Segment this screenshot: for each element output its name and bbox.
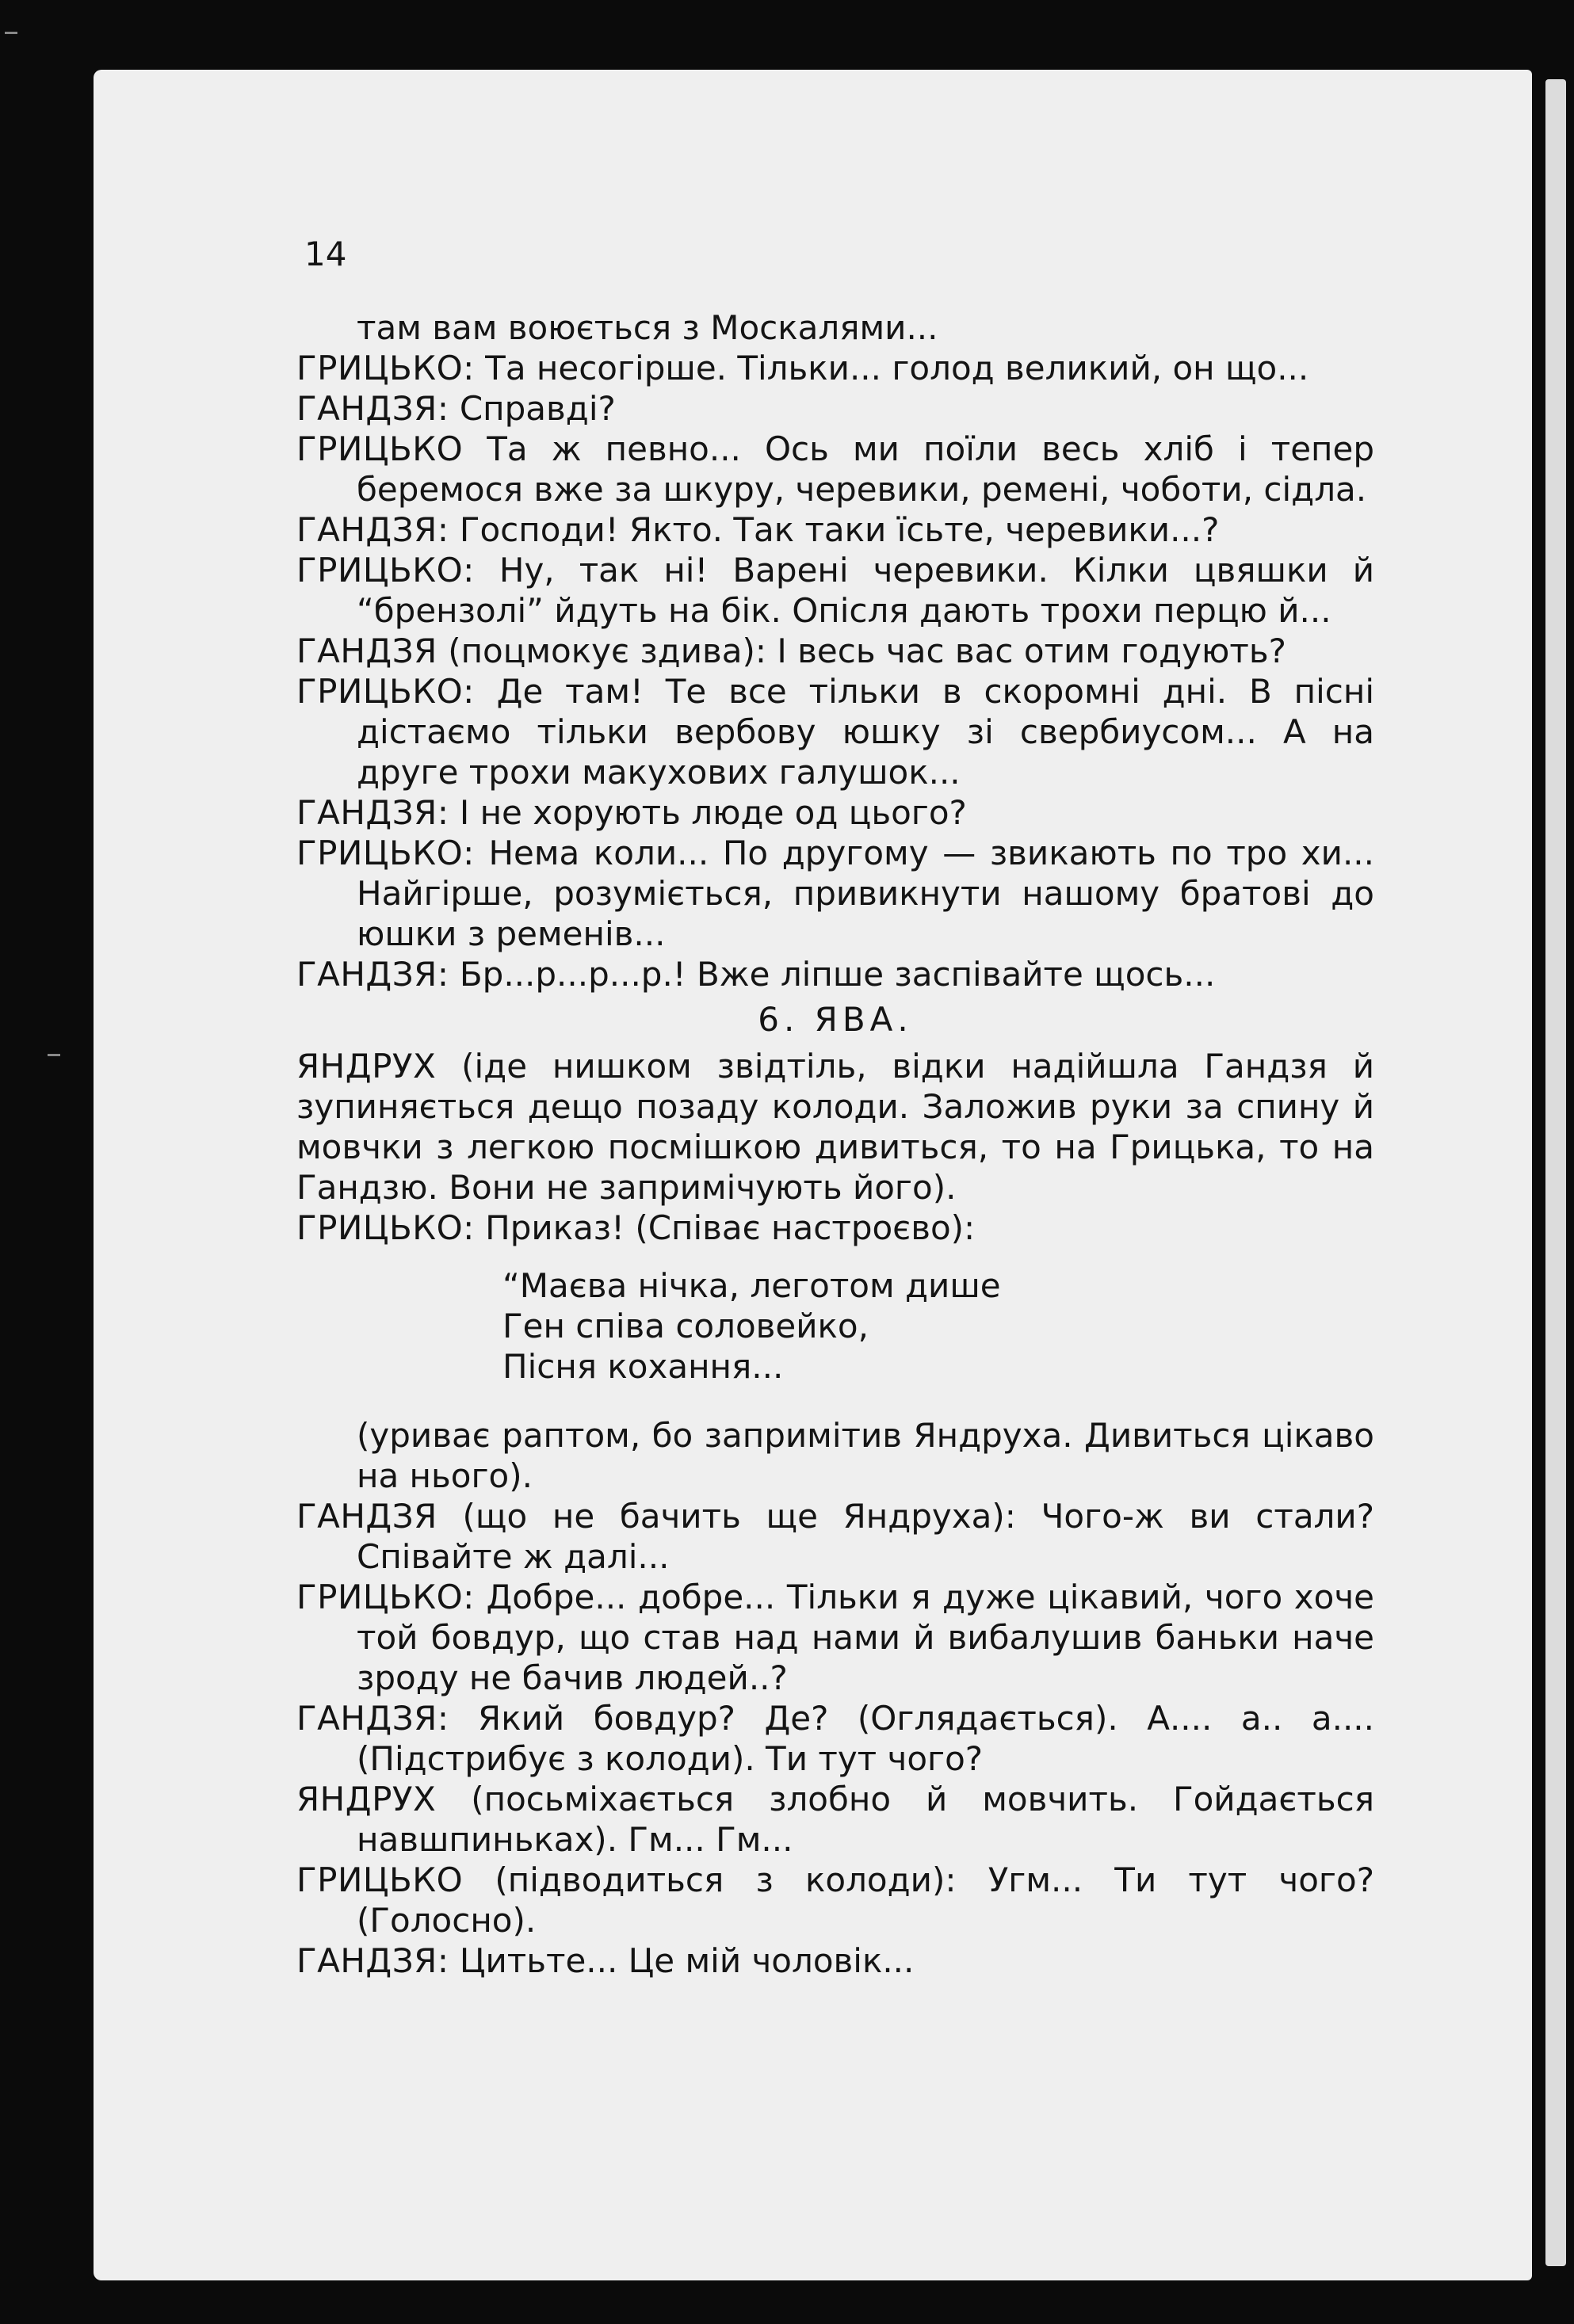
film-speck — [48, 1054, 60, 1056]
line-text: Де там! Те все тільки в скоромні дні. В пісні дістаємо тільки вербову юшку зі свербиусом... А на друге трохи макухових галушок... — [357, 672, 1374, 792]
dialogue-block-1 — [296, 307, 1374, 994]
speaker-name: ГАНДЗЯ — [296, 1497, 437, 1536]
line-text: (поцмокує здива): І весь час вас отим годують? — [437, 632, 1286, 670]
speaker-name: ГАНДЗЯ: — [296, 955, 449, 994]
speaker-name: ГРИЦЬКО: — [296, 349, 475, 387]
speaker-name: ГРИЦЬКО: — [296, 672, 475, 711]
song-line: Ген співа соловейко, — [502, 1307, 869, 1345]
line-text: І не хорують люде од цього? — [449, 793, 967, 832]
line-text: Господи! Якто. Так таки їсьте, черевики...? — [449, 510, 1220, 549]
dialogue-line — [296, 429, 1374, 509]
line-text: Справді? — [449, 389, 616, 428]
speaker-name: ГАНДЗЯ: — [296, 510, 449, 549]
scene-heading: 6. ЯВА. — [758, 1000, 913, 1039]
speaker-name: ГАНДЗЯ: — [296, 793, 449, 832]
line-text: (іде нишком звідтіль, відки надійшла Гандзя й зупиняється дещо позаду колоди. Заложив руки за спину й мовчки з легкою посмішкою дивиться, то на Грицька, то на Гандзю. Вони не запримічують його). — [296, 1047, 1374, 1207]
dialogue-line — [296, 792, 1374, 833]
dialogue-line — [296, 1940, 1374, 1981]
line-text: Нема коли... По другому — звикають по тро хи... Найгірше, розуміється, привикнути нашому братові до юшки з ременів... — [357, 834, 1374, 953]
dialogue-line — [296, 954, 1374, 994]
dialogue-line — [296, 307, 1374, 348]
speaker-name: ГРИЦЬКО — [296, 429, 464, 468]
dialogue-block-3 — [296, 1415, 1374, 1981]
speaker-name: ГРИЦЬКО: — [296, 1208, 475, 1247]
speaker-name: ГРИЦЬКО — [296, 1860, 464, 1899]
line-text: Який бовдур? Де? (Оглядається). А.... а.. а.... (Підстрибує з колоди). Ти тут чого? — [357, 1699, 1374, 1778]
film-speck — [5, 32, 17, 34]
line-text: Ну, так ні! Варені черевики. Кілки цвяшки й “брензолі” йдуть на бік. Опісля дають трохи перцю й... — [357, 551, 1374, 630]
line-text: Приказ! (Співає настроєво): — [474, 1208, 976, 1247]
line-text: Та несогірше. Тільки... голод великий, он що... — [474, 349, 1309, 387]
line-text: Добре... добре... Тільки я дуже цікавий, чого хоче той бовдур, що став над нами й вибалушив баньки наче зроду не бачив людей..? — [357, 1578, 1374, 1697]
line-text: Цитьте... Це мій чоловік... — [449, 1941, 915, 1980]
dialogue-line — [296, 550, 1374, 631]
dialogue-line — [296, 1208, 1374, 1248]
dialogue-line — [296, 1860, 1374, 1940]
dialogue-line — [296, 1496, 1374, 1577]
speaker-name: ГАНДЗЯ: — [296, 389, 449, 428]
dialogue-line — [296, 1046, 1374, 1208]
speaker-name: ЯНДРУХ — [296, 1047, 437, 1086]
dialogue-line — [296, 1415, 1374, 1496]
dialogue-block-2 — [296, 1046, 1374, 1248]
dialogue-line — [296, 388, 1374, 429]
line-text: там вам воюється з Москалями... — [357, 308, 938, 347]
dialogue-line — [296, 833, 1374, 954]
line-text: (підводиться з колоди): Угм... Ти тут чого? (Голосно). — [357, 1860, 1374, 1940]
speaker-name: ГРИЦЬКО: — [296, 1578, 475, 1616]
speaker-name: ГАНДЗЯ: — [296, 1699, 449, 1738]
dialogue-line — [296, 509, 1374, 550]
song-lyrics — [296, 1265, 1374, 1387]
speaker-name: ГАНДЗЯ: — [296, 1941, 449, 1980]
line-text: (уриває раптом, бо запримітив Яндруха. Дивиться цікаво на нього). — [357, 1416, 1374, 1495]
dialogue-line — [296, 1779, 1374, 1860]
line-text: Бр...р...р...р.! Вже ліпше заспівайте щось... — [449, 955, 1216, 994]
line-text: (посьміхається злобно й мовчить. Гойдається навшпиньках). Гм... Гм... — [357, 1780, 1374, 1859]
song-line: Пісня кохання... — [502, 1347, 784, 1386]
facing-page-edge — [1545, 79, 1566, 2266]
song-line: “Маєва нічка, леготом дише — [502, 1266, 1001, 1305]
dialogue-line — [296, 631, 1374, 671]
line-text: Та ж певно... Ось ми поїли весь хліб і тепер беремося вже за шкуру, черевики, ремені, чоботи, сідла. — [357, 429, 1374, 509]
speaker-name: ГРИЦЬКО: — [296, 551, 475, 590]
dialogue-line — [296, 1698, 1374, 1779]
dialogue-line — [296, 671, 1374, 792]
speaker-name: ГАНДЗЯ — [296, 632, 437, 670]
line-text: (що не бачить ще Яндруха): Чого-ж ви стали? Співайте ж далі... — [357, 1497, 1374, 1576]
speaker-name: ГРИЦЬКО: — [296, 834, 475, 872]
page-number: 14 — [304, 235, 347, 273]
dialogue-line — [296, 1577, 1374, 1698]
play-text — [296, 307, 1374, 1981]
dialogue-line — [296, 348, 1374, 388]
speaker-name: ЯНДРУХ — [296, 1780, 437, 1818]
